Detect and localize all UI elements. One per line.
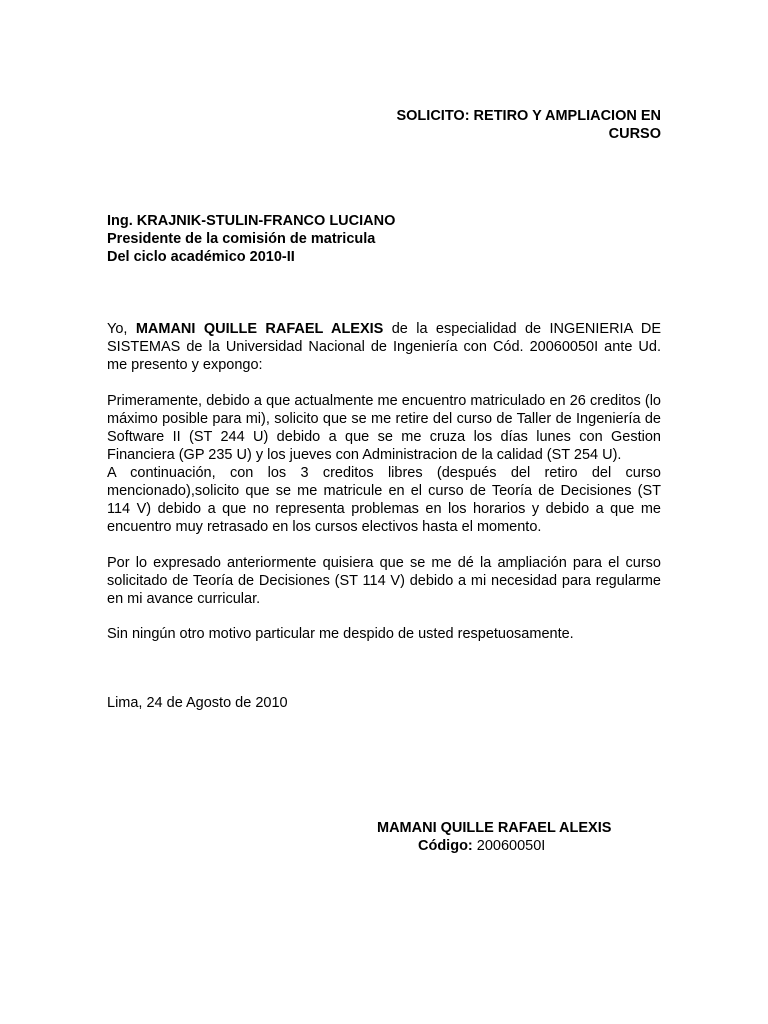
closing-paragraph: Sin ningún otro motivo particular me despido de usted respetuosamente.	[107, 626, 574, 642]
signature-code	[377, 837, 611, 855]
addressee-block	[107, 212, 667, 266]
letter-body	[107, 320, 661, 678]
addressee-cycle: Del ciclo académico 2010-II	[107, 249, 295, 265]
addressee-title: Presidente de la comisión de matricula	[107, 231, 376, 247]
request-paragraph: Por lo expresado anteriormente quisiera que se me dé la ampliación para el curso solicitado de Teoría de Decisiones (ST 114 V) debido a mi necesidad para regularme en mi avance curricular.	[107, 555, 661, 607]
continuation-paragraph: A continuación, con los 3 creditos libres (después del retiro del curso mencionado),solicito que se me matricule en el curso de Teoría de Decisiones (ST 114 V) debido a que no representa problemas en los horarios y debido a que me encuentro muy retrasado en los cursos electivos hasta el momento.	[107, 465, 661, 535]
code-value: 20060050I	[472, 838, 546, 854]
student-name: MAMANI QUILLE RAFAEL ALEXIS	[135, 321, 384, 337]
addressee-name: Ing. KRAJNIK-STULIN-FRANCO LUCIANO	[107, 213, 396, 229]
intro-paragraph	[107, 320, 661, 374]
signature-name: MAMANI QUILLE RAFAEL ALEXIS	[377, 820, 612, 836]
code-label: Código:	[418, 838, 473, 854]
subject-heading	[341, 107, 661, 143]
intro-prefix: Yo,	[107, 321, 136, 337]
place-date: Lima, 24 de Agosto de 2010	[107, 695, 288, 711]
signature-block	[377, 819, 611, 855]
main-paragraph: Primeramente, debido a que actualmente me encuentro matriculado en 26 creditos (lo máximo posible para mi), solicito que se me retire del curso de Taller de Ingeniería de Software II (ST 244 U) debido a que se me cruza los días lunes con Gestion Financiera (GP 235 U) y los jueves con Administracion de la calidad (ST 254 U).	[107, 393, 661, 463]
subject-line-2: CURSO	[608, 126, 661, 142]
intro-rest: de la especialidad de INGENIERIA DE SISTEMAS de la Universidad Nacional de Ingeniería con Cód. 20060050I ante Ud. me presento y expongo:	[107, 321, 661, 373]
subject-line-1: SOLICITO: RETIRO Y AMPLIACION EN	[396, 108, 661, 124]
